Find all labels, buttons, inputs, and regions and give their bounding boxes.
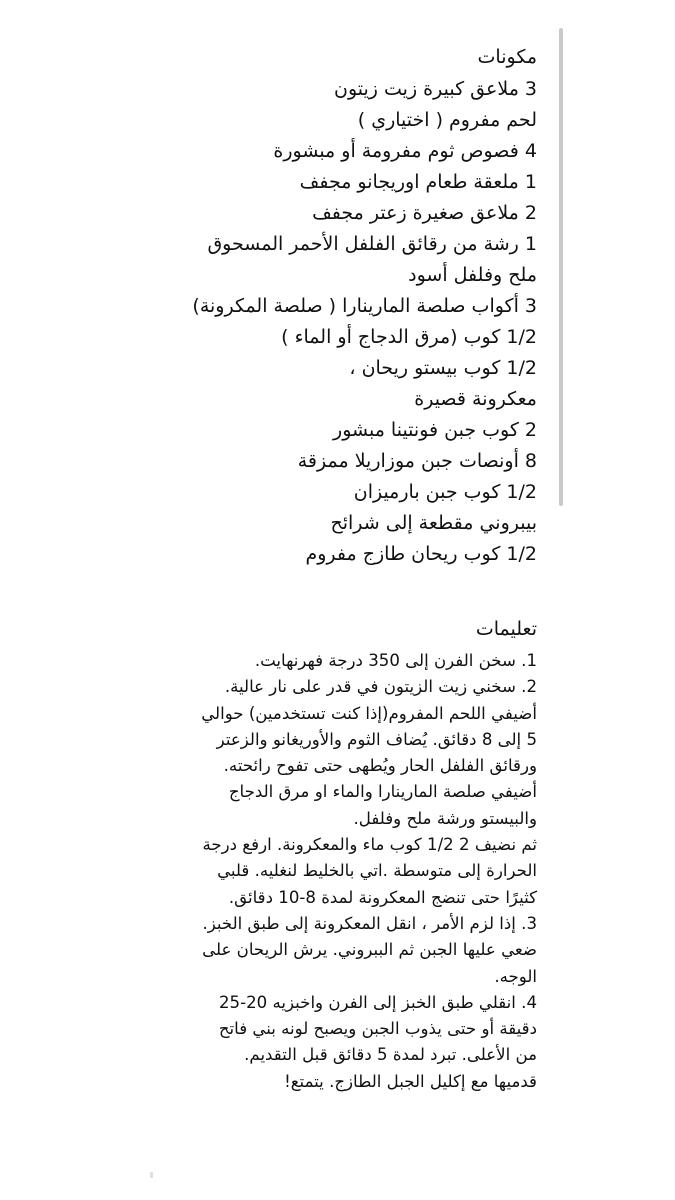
ingredient-item: 1/2 كوب بيستو ريحان ،	[349, 357, 537, 379]
instructions-title: تعليمات	[475, 618, 537, 640]
instruction-line: ضعي عليها الجبن ثم الببروني. يرش الريحان على	[202, 940, 537, 960]
instruction-line: 1. سخن الفرن إلى 350 درجة فهرنهايت.	[254, 651, 537, 670]
instruction-line: ثم نضيف 2 1/2 كوب ماء والمعكرونة. ارفع درجة	[202, 835, 537, 855]
scrollbar[interactable]	[559, 28, 563, 506]
ingredient-item: 1/2 كوب (مرق الدجاج أو الماء )	[281, 326, 537, 348]
instruction-line: ورقائق الفلفل الحار ويُطهى حتى تفوح رائحته.	[223, 756, 537, 776]
instruction-line: الوجه.	[494, 966, 537, 986]
ingredient-item: 2 ملاعق صغيرة زعتر مجفف	[312, 202, 537, 224]
ingredient-item: معكرونة قصيرة	[414, 388, 537, 410]
instruction-line: أضيفي صلصة المارينارا والماء او مرق الدجاج	[228, 782, 537, 802]
page-edge-mark	[150, 1172, 153, 1178]
ingredient-item: ملح وفلفل أسود	[408, 264, 537, 286]
ingredient-item: 3 أكواب صلصة المارينارا ( صلصة المكرونة)	[192, 295, 537, 317]
ingredients-section	[177, 40, 537, 570]
instruction-line: 5 إلى 8 دقائق. يُضاف الثوم والأوريغانو والزعتر	[216, 729, 537, 749]
ingredient-item: لحم مفروم ( اختياري )	[357, 109, 537, 131]
ingredient-item: 2 كوب جبن فونتينا مبشور	[333, 419, 537, 441]
ingredient-item: بيبروني مقطعة إلى شرائح	[330, 512, 537, 534]
ingredients-title: مكونات	[477, 46, 537, 68]
instruction-line: أضيفي اللحم المفروم(إذا كنت تستخدمين) حوالي	[201, 703, 537, 723]
ingredient-item: 1 ملعقة طعام اوريجانو مجفف	[299, 171, 537, 193]
instruction-line: والبيستو ورشة ملح وفلفل.	[353, 808, 537, 828]
ingredient-item: 3 ملاعق كبيرة زيت زيتون	[334, 78, 537, 100]
instruction-line: كثيرًا حتى تنضج المعكرونة لمدة 8-10 دقائق.	[228, 887, 537, 907]
instruction-line: 4. انقلي طبق الخبز إلى الفرن واخبزيه 20-25	[218, 992, 537, 1012]
instruction-line: قدميها مع إكليل الجبل الطازج. يتمتع!	[284, 1071, 537, 1091]
instruction-line: من الأعلى. تبرد لمدة 5 دقائق قبل التقديم.	[244, 1045, 537, 1065]
ingredient-item: 1/2 كوب جبن بارميزان	[353, 481, 537, 503]
instructions-section	[201, 612, 537, 1095]
instruction-line: 2. سخني زيت الزيتون في قدر على نار عالية.	[224, 677, 537, 697]
instruction-line: دقيقة أو حتى يذوب الجبن ويصبح لونه بني فاتح	[218, 1019, 537, 1039]
ingredient-item: 8 أونصات جبن موزاريلا ممزقة	[297, 450, 537, 472]
instruction-line: الحرارة إلى متوسطة .اتي بالخليط لنغليه. قلبي	[217, 861, 537, 881]
instruction-line: 3. إذا لزم الأمر ، انقل المعكرونة إلى طبق الخبز.	[202, 913, 537, 933]
ingredient-item: 1/2 كوب ريحان طازج مفروم	[305, 543, 537, 565]
ingredient-item: 1 رشة من رقائق الفلفل الأحمر المسحوق	[207, 233, 537, 255]
ingredient-item: 4 فصوص ثوم مفرومة أو مبشورة	[273, 140, 537, 162]
